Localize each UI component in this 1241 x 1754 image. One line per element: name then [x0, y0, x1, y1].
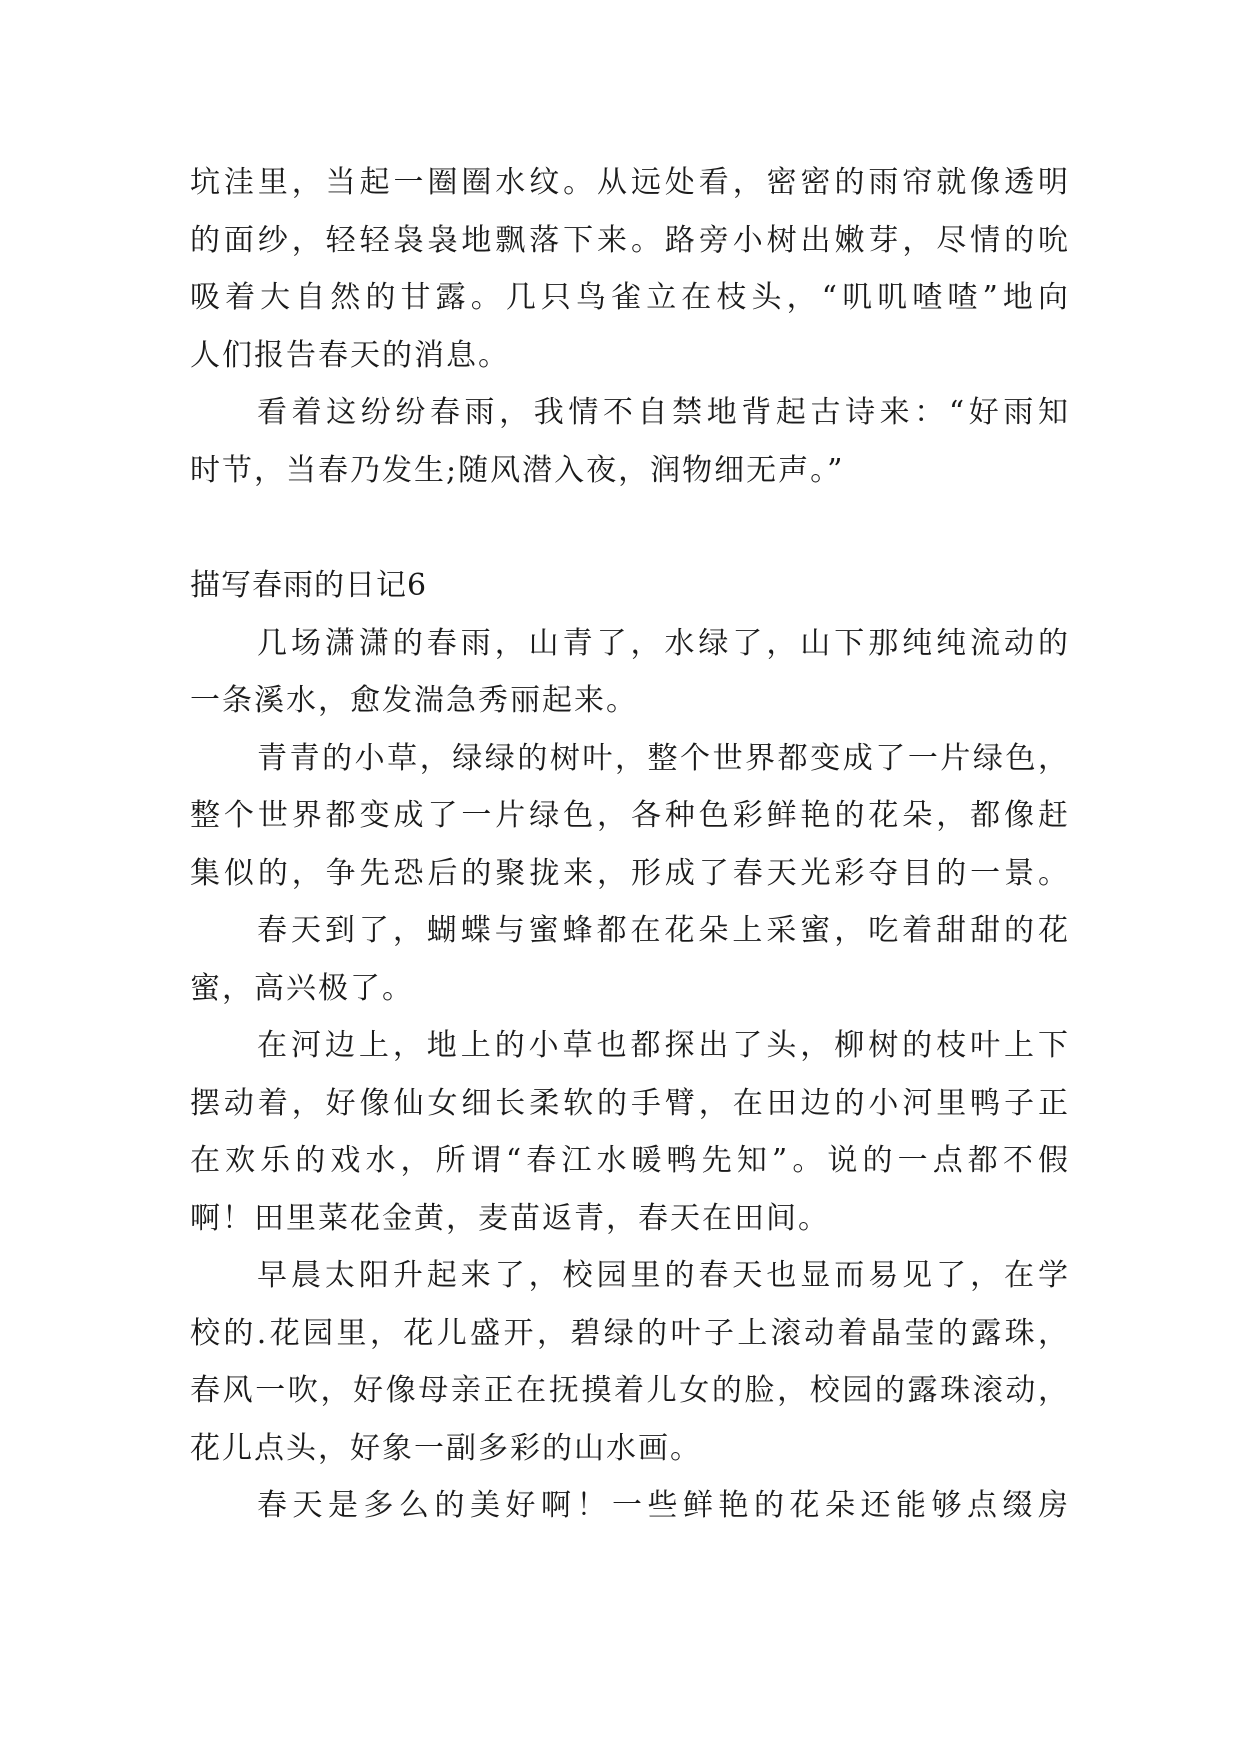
paragraph-line: 看着这纷纷春雨，我情不自禁地背起古诗来：“好雨知 [257, 395, 1070, 430]
paragraph-line: 春风一吹，好像母亲正在抚摸着儿女的脸，校园的露珠滚动， [190, 1373, 1070, 1408]
paragraph-line: 早晨太阳升起来了，校园里的春天也显而易见了，在学 [257, 1258, 1070, 1293]
paragraph-line: 校的.花园里，花儿盛开，碧绿的叶子上滚动着晶莹的露珠， [190, 1316, 1070, 1351]
paragraph-line: 吸着大自然的甘露。几只鸟雀立在枝头，“叽叽喳喳”地向 [190, 280, 1070, 315]
paragraph-line: 几场潇潇的春雨，山青了，水绿了，山下那纯纯流动的 [257, 626, 1070, 661]
paragraph-line: 在河边上，地上的小草也都探出了头，柳树的枝叶上下 [257, 1028, 1070, 1063]
paragraph-line: 摆动着，好像仙女细长柔软的手臂，在田边的小河里鸭子正 [190, 1086, 1070, 1121]
paragraph-line: 青青的小草，绿绿的树叶，整个世界都变成了一片绿色， [257, 741, 1070, 776]
section-title: 描写春雨的日记6 [190, 568, 428, 603]
paragraph-line: 一条溪水，愈发湍急秀丽起来。 [190, 683, 638, 718]
paragraph-line: 蜜，高兴极了。 [190, 971, 414, 1006]
paragraph-line: 人们报告春天的消息。 [190, 338, 510, 373]
paragraph-line: 春天到了，蝴蝶与蜜蜂都在花朵上采蜜，吃着甜甜的花 [257, 913, 1070, 948]
paragraph-line: 啊！田里菜花金黄，麦苗返青，春天在田间。 [190, 1201, 830, 1236]
paragraph-line: 在欢乐的戏水，所谓“春江水暖鸭先知”。说的一点都不假 [190, 1143, 1070, 1178]
paragraph-line: 坑洼里，当起一圈圈水纹。从远处看，密密的雨帘就像透明 [190, 165, 1070, 200]
paragraph-line: 的面纱，轻轻袅袅地飘落下来。路旁小树出嫩芽，尽情的吮 [190, 223, 1070, 258]
paragraph-line: 春天是多么的美好啊！一些鲜艳的花朵还能够点缀房 [257, 1488, 1070, 1523]
paragraph-line: 时节，当春乃发生;随风潜入夜，润物细无声。” [190, 453, 845, 488]
paragraph-line: 整个世界都变成了一片绿色，各种色彩鲜艳的花朵，都像赶 [190, 798, 1070, 833]
paragraph-line: 集似的，争先恐后的聚拢来，形成了春天光彩夺目的一景。 [190, 856, 1070, 891]
paragraph-line: 花儿点头，好象一副多彩的山水画。 [190, 1431, 702, 1466]
